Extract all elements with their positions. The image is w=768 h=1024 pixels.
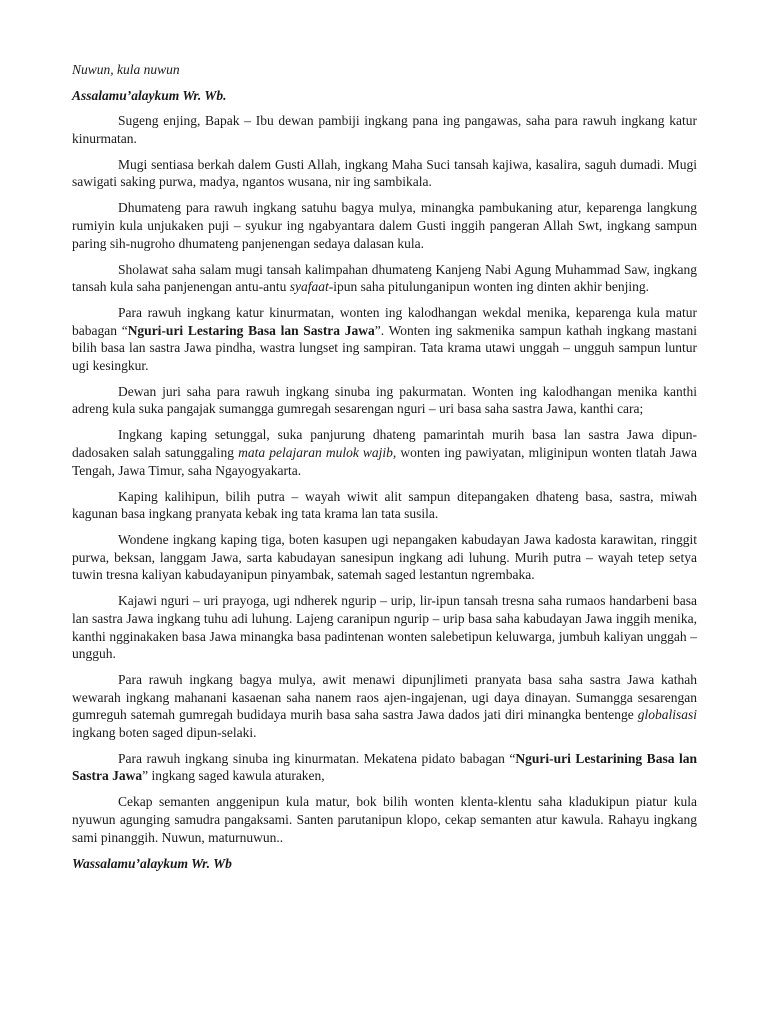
- bold-phrase: Nguri-uri Lestarining Basa lan Sastra Jawa: [72, 750, 697, 784]
- speech-paragraph: [72, 671, 697, 741]
- paragraph-text: wonten ing pawiyatan, mliginipun wonten tlatah Jawa Tengah, Jawa Timur, saha Ngayogyakarta.: [72, 445, 697, 478]
- paragraph-text: ”. Wonten ing sakmenika sampun kathah ingkang mastani bilih basa lan sastra Jawa pindha, wastra lungset ing sampiran. Tata krama utawi unggah – ungguh sampun luntur ugi kesingkur.: [72, 322, 697, 373]
- opening-salam: Assalamu’alaykum Wr. Wb.: [72, 87, 227, 103]
- paragraph-text: Dewan juri saha para rawuh ingkang sinuba ing pakurmatan. Wonten ing kalodhangan menika kanthi adreng kula suka pangajak sumangga gumregah sesarengan nguri – uri basa saha sastra Jawa, kanthi cara;: [72, 383, 697, 417]
- speech-paragraph: [72, 199, 697, 252]
- speech-paragraph: [72, 750, 697, 785]
- paragraph-text: -ipun saha pitulunganipun wonten ing dinten akhir benjing.: [328, 279, 649, 295]
- speech-paragraph: [72, 592, 697, 662]
- paragraph-text: Sugeng enjing, Bapak – Ibu dewan pambiji ingkang pana ing pangawas, saha para rawuh ingkang katur kinurmatan.: [72, 113, 697, 146]
- bold-phrase: Nguri-uri Lestaring Basa lan Sastra Jawa: [127, 322, 375, 338]
- paragraph-text: Dhumateng para rawuh ingkang satuhu bagya mulya, minangka pambukaning atur, keparenga langkung rumiyin kula unjukaken puji – syukur ing ngabyantara dalem Gusti inggih pangeran Allah Swt, ingkang sampun paring sih-nugroho dhumateng panjenengan sedaya dalasan kula.: [72, 200, 697, 251]
- speech-paragraph: [72, 304, 697, 374]
- speech-paragraph: [72, 261, 697, 296]
- speech-paragraph: [72, 426, 697, 479]
- paragraph-text: Ingkang kaping setunggal, suka panjurung dhateng pamarintah murih basa lan sastra Jawa dipun-dadosaken salah satunggaling: [72, 427, 697, 461]
- speech-paragraph: [72, 156, 697, 191]
- italic-phrase: globalisasi: [637, 707, 697, 723]
- paragraph-text: ingkang boten saged dipun-selaki.: [72, 724, 257, 740]
- paragraph-text: Kajawi nguri – uri prayoga, ugi ndherek ngurip – urip, lir-ipun tansah tresna saha rumaos handarbeni basa lan sastra Jawa ingkang tuhu adi luhung. Lajeng caranipun ngurip – urip basa saha kabudayan Jawa inggih menika, kanthi ngginakaken basa Jawa minangka basa padintenan wonten salebetipun keluwarga, jumbuh kaliyan unggah – ungguh.: [72, 593, 697, 662]
- paragraph-text: Wondene ingkang kaping tiga, boten kasupen ugi nepangaken kabudayan Jawa kadosta karawitan, ringgit purwa, beksan, langgam Jawa, sarta kabudayan sanesipun ingkang adi luhung. Murih putra – wayah tetep setya tuwin tresna kaliyan kabudayanipun pinyambak, satemah saged lestantun ngrembaka.: [72, 532, 697, 583]
- speech-paragraph: [72, 383, 697, 418]
- paragraph-text: Para rawuh ingkang katur kinurmatan, wonten ing kalodhangan wekdal menika, keparenga kula matur babagan “: [72, 305, 697, 338]
- opening-greeting: Nuwun, kula nuwun: [72, 62, 180, 77]
- speech-paragraph: [72, 488, 697, 523]
- speech-paragraph: [72, 531, 697, 584]
- paragraph-text: Para rawuh ingkang bagya mulya, awit menawi dipunjlimeti pranyata basa saha sastra Jawa kathah wewarah ingkang mahanani kasaenan saha nanem raos ajen-ingajenan, ugi daya dinayan. Sumangga sesarengan gumreguh satemah gumregah budidaya murih basa saha sastra Jawa dados jati diri minangka bentenge: [72, 672, 697, 723]
- paragraph-text: Sholawat saha salam mugi tansah kalimpahan dhumateng Kanjeng Nabi Agung Muhammad Saw, ingkang tansah kula saha panjenengan antu-antu: [72, 261, 697, 295]
- paragraph-text: Mugi sentiasa berkah dalem Gusti Allah, ingkang Maha Suci tansah kajiwa, kasalira, saguh dumadi. Mugi sawigati saking purwa, madya, ngantos wusana, nir ing sambikala.: [72, 156, 697, 190]
- document-page: [72, 61, 697, 880]
- paragraph-text: Para rawuh ingkang sinuba ing kinurmatan. Mekatena pidato babagan “: [118, 750, 516, 766]
- speech-body: [72, 112, 697, 846]
- speech-paragraph: [72, 793, 697, 846]
- closing-salam: Wassalamu’alaykum Wr. Wb: [72, 855, 232, 871]
- paragraph-text: ” ingkang saged kawula aturaken,: [142, 768, 325, 784]
- italic-phrase: syafaat: [289, 279, 329, 295]
- paragraph-text: Cekap semanten anggenipun kula matur, bok bilih wonten klenta-klentu saha kladukipun piatur kula nyuwun agunging samudra pangaksami. Santen parutanipun klopo, cekap semanten atur kawula. Rahayu ingkang sami pinanggih. Nuwun, maturnuwun..: [72, 794, 697, 845]
- paragraph-text: Kaping kalihipun, bilih putra – wayah wiwit alit sampun ditepangaken dhateng basa, sastra, miwah kagunan basa ingkang pranyata kebak ing tata krama lan tata susila.: [72, 488, 697, 522]
- italic-phrase: mata pelajaran mulok wajib,: [238, 445, 397, 461]
- speech-paragraph: [72, 112, 697, 147]
